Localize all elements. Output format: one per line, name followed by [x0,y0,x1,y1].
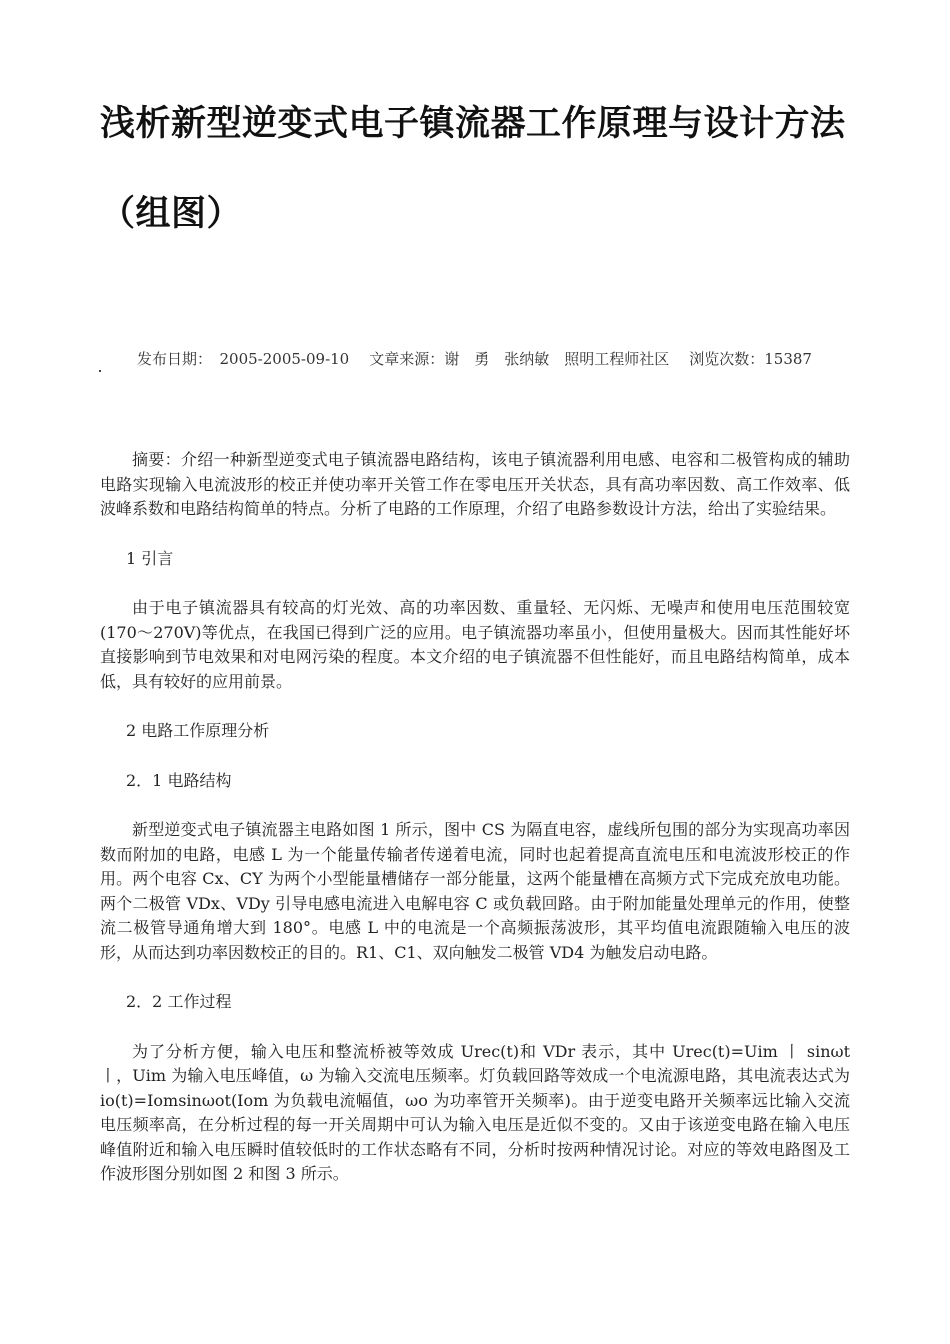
article-title-line-2: （组图） [100,194,243,234]
article-title-line-1: 浅析新型逆变式电子镇流器工作原理与设计方法 [100,104,846,144]
publish-date: 发布日期： 2005-2005-09-10 [137,350,350,368]
section-heading-2-2: 2．2 工作过程 [126,992,232,1011]
article-meta [137,348,812,369]
section-heading-2-1: 2．1 电路结构 [126,770,232,790]
section-1-paragraph: 由于电子镇流器具有较高的灯光效、高的功率因数、重量轻、无闪烁、无噪声和使用电压范围较宽(170～270V)等优点，在我国已得到广泛的应用。电子镇流器功率虽小，但使用量极大。因而其性能好坏直接影响到节电效果和对电网污染的程度。本文介绍的电子镇流器不但性能好，而且电路结构简单，成本低，具有较好的应用前景。 [100,598,850,691]
section-heading-2: 2 电路工作原理分析 [126,721,270,740]
article-body [100,448,850,1187]
bullet-dot [99,370,101,372]
section-2-2-paragraph: 为了分析方便，输入电压和整流桥被等效成 Urec(t)和 VDr 表示，其中 Urec(t)=Uim 丨 sinωt 丨，Uim 为输入电压峰值，ω 为输入交流电压频率。灯负载回路等效成一个电流源电路，其电流表达式为 io(t)=Iomsinωot(Iom 为负载电流幅值，ωo 为功率管开关频率)。由于逆变电路开关频率远比输入交流电压频率高，在分析过程的每一开关周期中可认为输入电压是近似不变的。又由于该逆变电路在输入电压峰值附近和输入电压瞬时值较低时的工作状态略有不同，分析时按两种情况讨论。对应的等效电路图及工作波形图分别如图 2 和图 3 所示。 [100,1041,850,1183]
article-source: 文章来源：谢 勇 张纳敏 照明工程师社区 [369,350,670,368]
abstract-paragraph: 摘要：介绍一种新型逆变式电子镇流器电路结构，该电子镇流器利用电感、电容和二极管构成的辅助电路实现输入电流波形的校正并使功率开关管工作在零电压开关状态，具有高功率因数、高工作效率、低波峰系数和电路结构简单的特点。分析了电路的工作原理，介绍了电路参数设计方法，给出了实验结果。 [100,450,850,518]
view-count: 浏览次数：15387 [689,350,812,368]
section-heading-1: 1 引言 [126,548,174,568]
section-2-1-paragraph: 新型逆变式电子镇流器主电路如图 1 所示，图中 CS 为隔直电容，虚线所包围的部分为实现高功率因数而附加的电路，电感 L 为一个能量传输者传递着电流，同时也起着提高直流电压和电流波形校正的作用。两个电容 Cx、CY 为两个小型能量槽储存一部分能量，这两个能量槽在高频方式下完成充放电功能。两个二极管 VDx、VDy 引导电感电流进入电解电容 C 或负载回路。由于附加能量处理单元的作用，使整流二极管导通角增大到 180°。电感 L 中的电流是一个高频振荡波形，其平均值电流跟随输入电压的波形，从而达到功率因数校正的目的。R1、C1、双向触发二极管 VD4 为触发启动电路。 [100,820,850,962]
